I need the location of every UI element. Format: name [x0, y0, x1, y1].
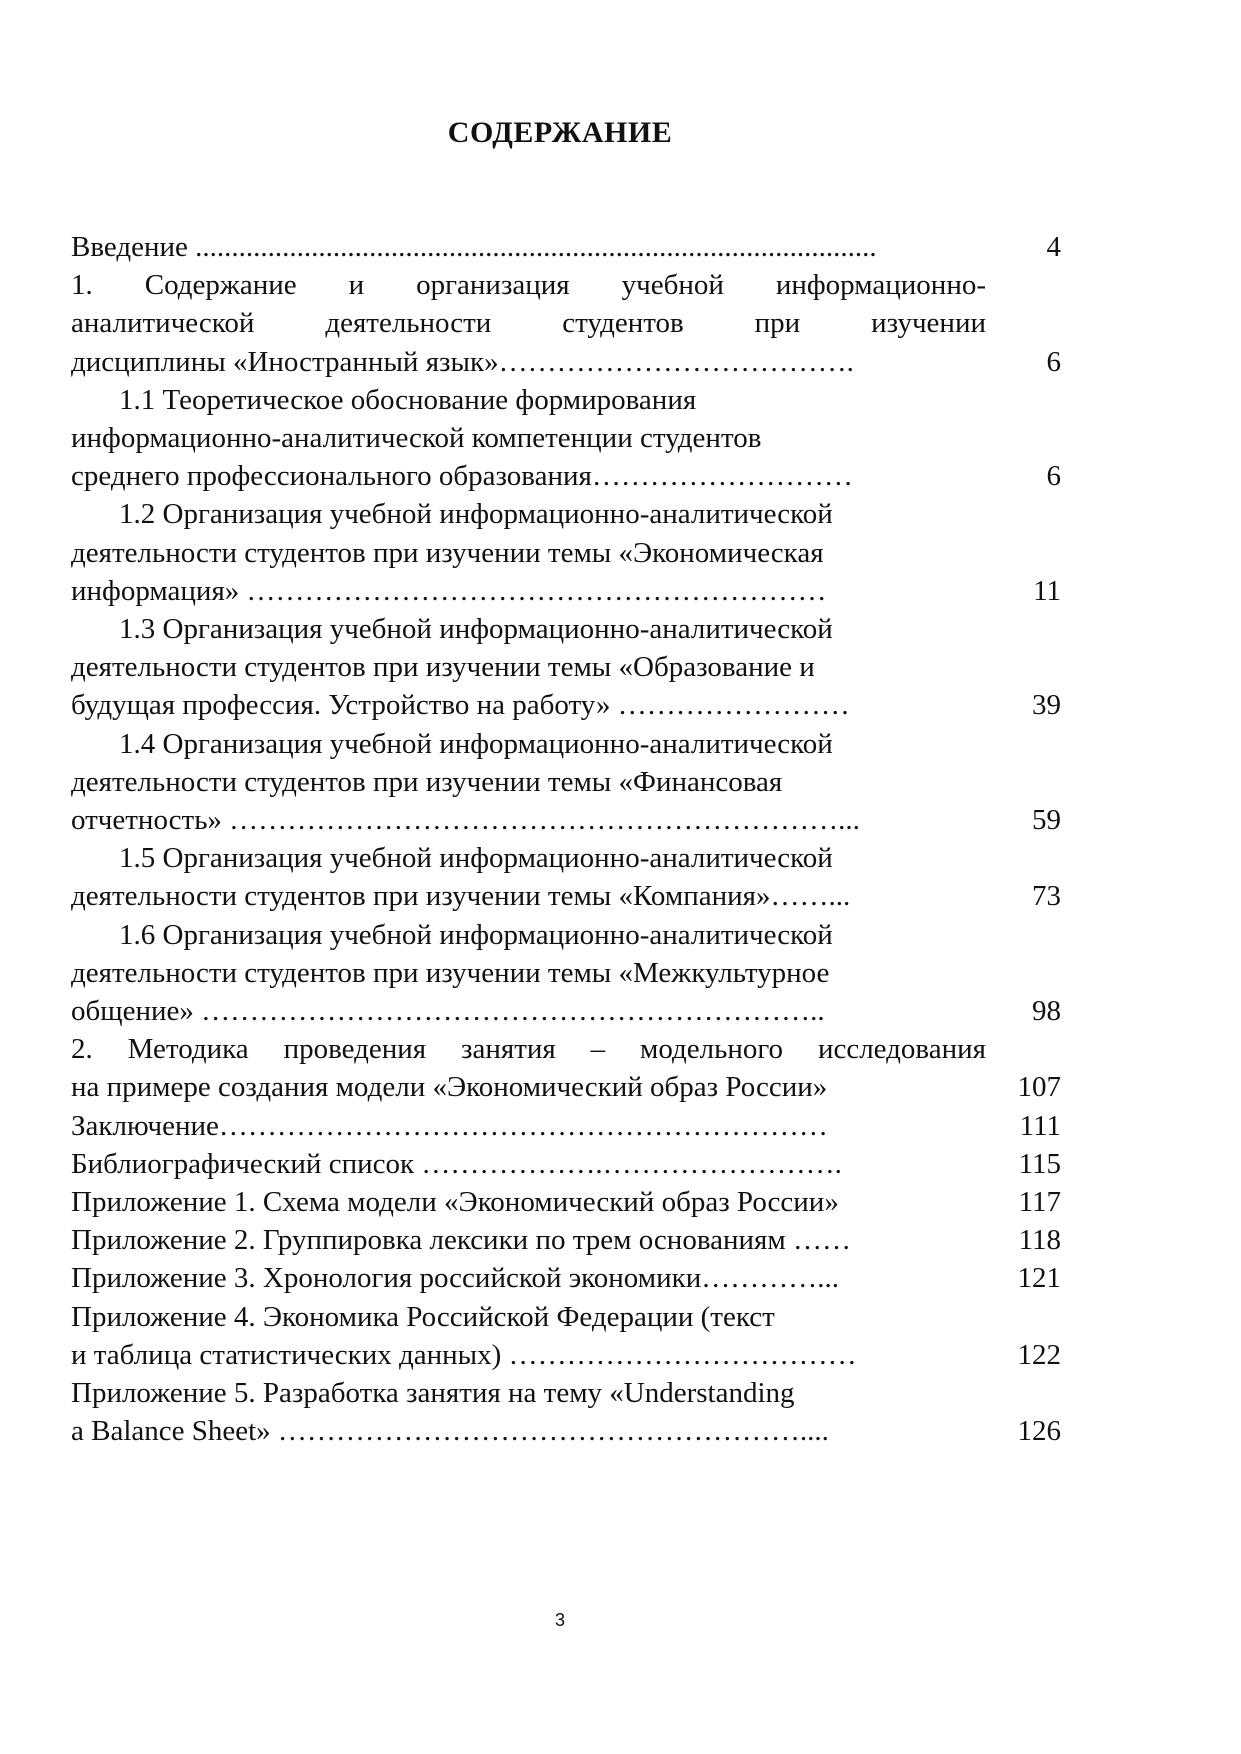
toc-entry-text: Заключение………………………………………………………	[71, 1109, 828, 1142]
toc-entry-text: отчетность» ………………………………………………………...	[71, 804, 860, 837]
toc-entry-page: 107	[1017, 1071, 1061, 1104]
toc-entry-text: деятельности студентов при изучении темы «Финансовая	[71, 765, 783, 798]
toc-entry-appendix-5[interactable]	[71, 1374, 1061, 1450]
toc-entry-text: 1.6 Организация учебной информационно-аналитической	[119, 918, 833, 951]
toc-entry-text: Введение ..............................................................................................	[71, 231, 877, 263]
toc-entry-page: 11	[1033, 574, 1061, 607]
toc-entry-section-1-1[interactable]	[71, 381, 1061, 496]
toc-entry-introduction[interactable]	[71, 228, 1061, 266]
toc-entry-text: 1.5 Организация учебной информационно-аналитической	[119, 842, 833, 875]
toc-entry-text: Приложение 4. Экономика Российской Федерации (текст	[71, 1300, 775, 1333]
toc-entry-text: общение» ………………………………………………………..	[71, 995, 825, 1028]
toc-entry-text: деятельности студентов при изучении темы «Межкультурное	[71, 956, 830, 989]
toc-entry-page: 98	[1032, 995, 1061, 1028]
toc-entry-page: 6	[1046, 345, 1061, 378]
toc-entry-text: информация» ……………………………………………………	[71, 574, 827, 607]
toc-entry-page: 122	[1017, 1338, 1061, 1371]
toc-entry-text: деятельности студентов при изучении темы «Образование и	[71, 651, 815, 684]
page-title: СОДЕРЖАНИЕ	[447, 116, 673, 149]
toc-entry-page: 59	[1032, 804, 1061, 837]
toc-entry-text: 2. Методика проведения занятия – модельного исследования	[71, 1033, 986, 1066]
toc-entry-text: Приложение 3. Хронология российской экономики…………...	[71, 1262, 839, 1295]
toc-entry-section-1-5[interactable]	[71, 839, 1061, 915]
toc-entry-appendix-3[interactable]	[71, 1259, 1061, 1297]
toc-entry-text: Приложение 2. Группировка лексики по трем основаниям ……	[71, 1224, 851, 1257]
toc-entry-page: 6	[1046, 460, 1061, 493]
toc-entry-appendix-4[interactable]	[71, 1298, 1061, 1374]
toc-entry-text: будущая профессия. Устройство на работу» ……………………	[71, 689, 850, 722]
toc-entry-chapter-1[interactable]	[71, 266, 1061, 381]
table-of-contents	[71, 228, 1061, 1451]
toc-entry-section-1-4[interactable]	[71, 725, 1061, 840]
toc-entry-chapter-2[interactable]	[71, 1030, 1061, 1106]
toc-entry-page: 39	[1032, 689, 1061, 722]
toc-entry-text: информационно-аналитической компетенции студентов	[71, 422, 762, 455]
toc-entry-page: 111	[1019, 1109, 1061, 1142]
toc-entry-conclusion[interactable]	[71, 1107, 1061, 1145]
toc-entry-text: 1.1 Теоретическое обоснование формирования	[119, 383, 697, 416]
toc-entry-appendix-2[interactable]	[71, 1221, 1061, 1259]
toc-entry-text: 1. Содержание и организация учебной информационно-	[71, 269, 986, 302]
toc-entry-section-1-3[interactable]	[71, 610, 1061, 725]
page-number: 3	[554, 1610, 565, 1630]
toc-entry-text: Приложение 5. Разработка занятия на тему «Understanding	[71, 1377, 795, 1410]
toc-entry-text: 1.3 Организация учебной информационно-аналитической	[119, 613, 833, 646]
toc-entry-page: 4	[1046, 231, 1061, 263]
toc-entry-page: 73	[1032, 880, 1061, 913]
toc-entry-page: 118	[1018, 1224, 1061, 1257]
toc-entry-text: на примере создания модели «Экономический образ России»	[71, 1071, 828, 1104]
toc-entry-text: 1.4 Организация учебной информационно-аналитической	[119, 727, 833, 760]
toc-entry-bibliography[interactable]	[71, 1145, 1061, 1183]
toc-entry-text: Библиографический список ……………….…………………….	[71, 1147, 842, 1180]
toc-entry-page: 126	[1017, 1415, 1061, 1448]
toc-entry-text: и таблица статистических данных) ………………………………	[71, 1338, 857, 1371]
toc-entry-text: деятельности студентов при изучении темы «Экономическая	[71, 536, 824, 569]
toc-entry-text: Приложение 1. Схема модели «Экономический образ России»	[71, 1186, 839, 1219]
toc-entry-text: среднего профессионального образования………………………	[71, 460, 853, 493]
toc-entry-text: a Balance Sheet» ………………………………………………....	[71, 1415, 829, 1448]
toc-entry-page: 115	[1018, 1147, 1061, 1180]
toc-entry-text: дисциплины «Иностранный язык»……………………………….	[71, 345, 854, 378]
toc-entry-text: 1.2 Организация учебной информационно-аналитической	[119, 498, 833, 531]
toc-entry-section-1-6[interactable]	[71, 916, 1061, 1031]
toc-entry-page: 117	[1018, 1186, 1061, 1219]
toc-entry-appendix-1[interactable]	[71, 1183, 1061, 1221]
toc-entry-text: аналитической деятельности студентов при изучении	[71, 307, 986, 340]
toc-entry-text: деятельности студентов при изучении темы «Компания»……...	[71, 880, 851, 913]
toc-entry-page: 121	[1017, 1262, 1061, 1295]
toc-entry-section-1-2[interactable]	[71, 495, 1061, 610]
